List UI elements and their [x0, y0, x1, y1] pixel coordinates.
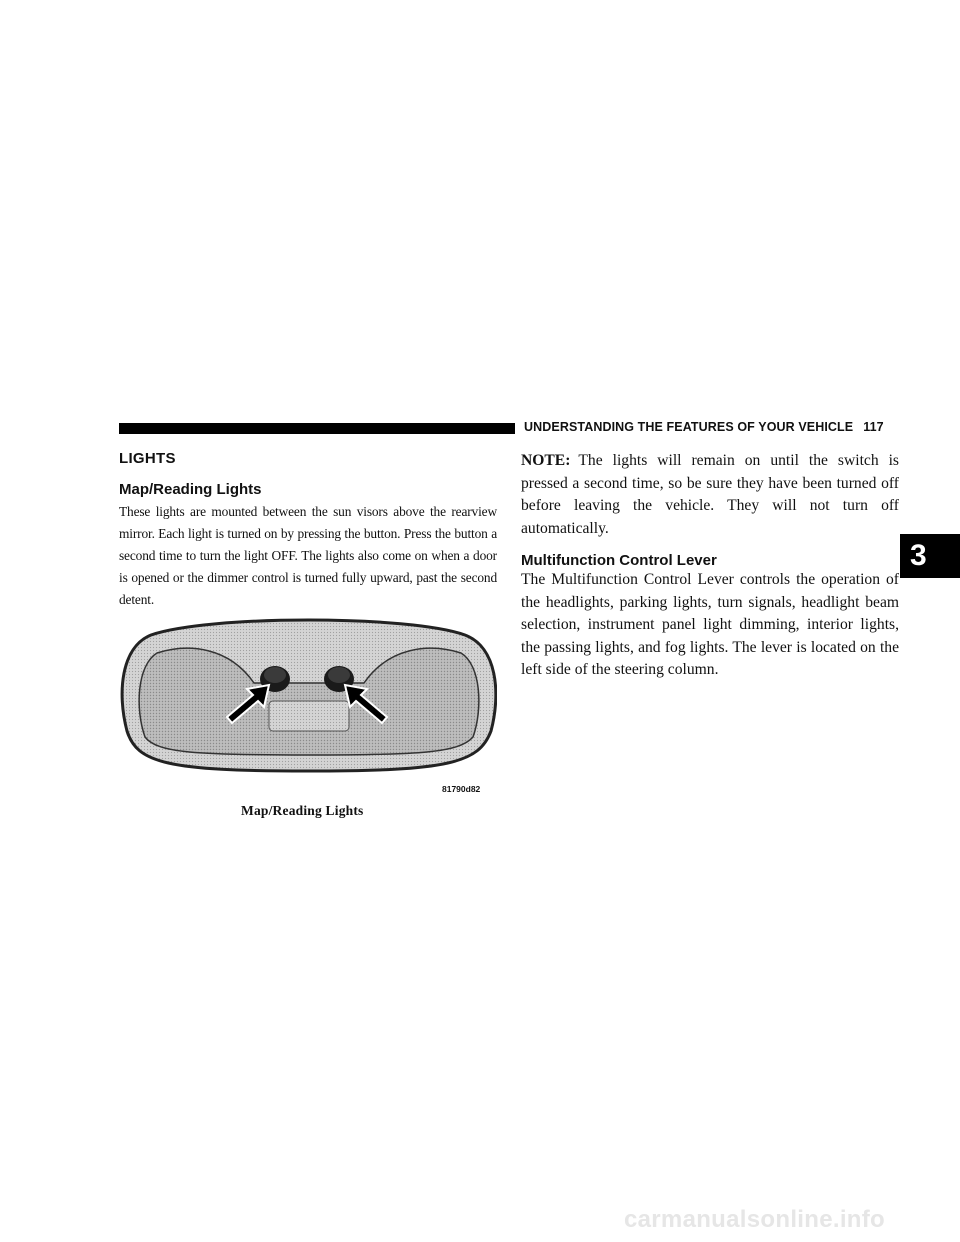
- right-column: [521, 450, 899, 682]
- watermark: carmanualsonline.info: [624, 1206, 886, 1233]
- note-text: The lights will remain on until the switch is pressed a second time, so be sure they have been turned off before leaving the vehicle. They will not turn off automatically.: [521, 452, 899, 537]
- multifunction-lever-heading: Multifunction Control Lever: [521, 552, 717, 569]
- map-reading-lights-body: These lights are mounted between the sun visors above the rearview mirror. Each light is turned on by pressing the button. Press the button a second time to turn the light OFF. The lights also come on when a door is opened or the dimmer control is turned fully upward, past the second detent.: [119, 504, 497, 607]
- overhead-console-drawing: [119, 613, 497, 793]
- header-section-title: UNDERSTANDING THE FEATURES OF YOUR VEHICLE: [524, 420, 854, 434]
- note-label: NOTE:: [521, 452, 571, 469]
- figure-caption: Map/Reading Lights: [241, 803, 364, 818]
- running-header: [524, 420, 884, 434]
- section-heading: LIGHTS: [119, 450, 176, 467]
- page-number: 117: [863, 420, 884, 434]
- note-paragraph: [521, 450, 899, 540]
- map-reading-lights-illustration: [119, 613, 497, 793]
- left-column: [119, 450, 497, 611]
- figure-code: 81790d82: [442, 784, 481, 794]
- header-rule: [119, 423, 515, 434]
- map-reading-lights-heading: Map/Reading Lights: [119, 481, 262, 498]
- multifunction-lever-body: The Multifunction Control Lever controls the operation of the headlights, parking lights, turn signals, headlight beam selection, instrument panel light dimming, interior lights, the passing lights, and fog lights. The lever is located on the left side of the steering column.: [521, 571, 899, 678]
- chapter-tab: 3: [900, 534, 960, 578]
